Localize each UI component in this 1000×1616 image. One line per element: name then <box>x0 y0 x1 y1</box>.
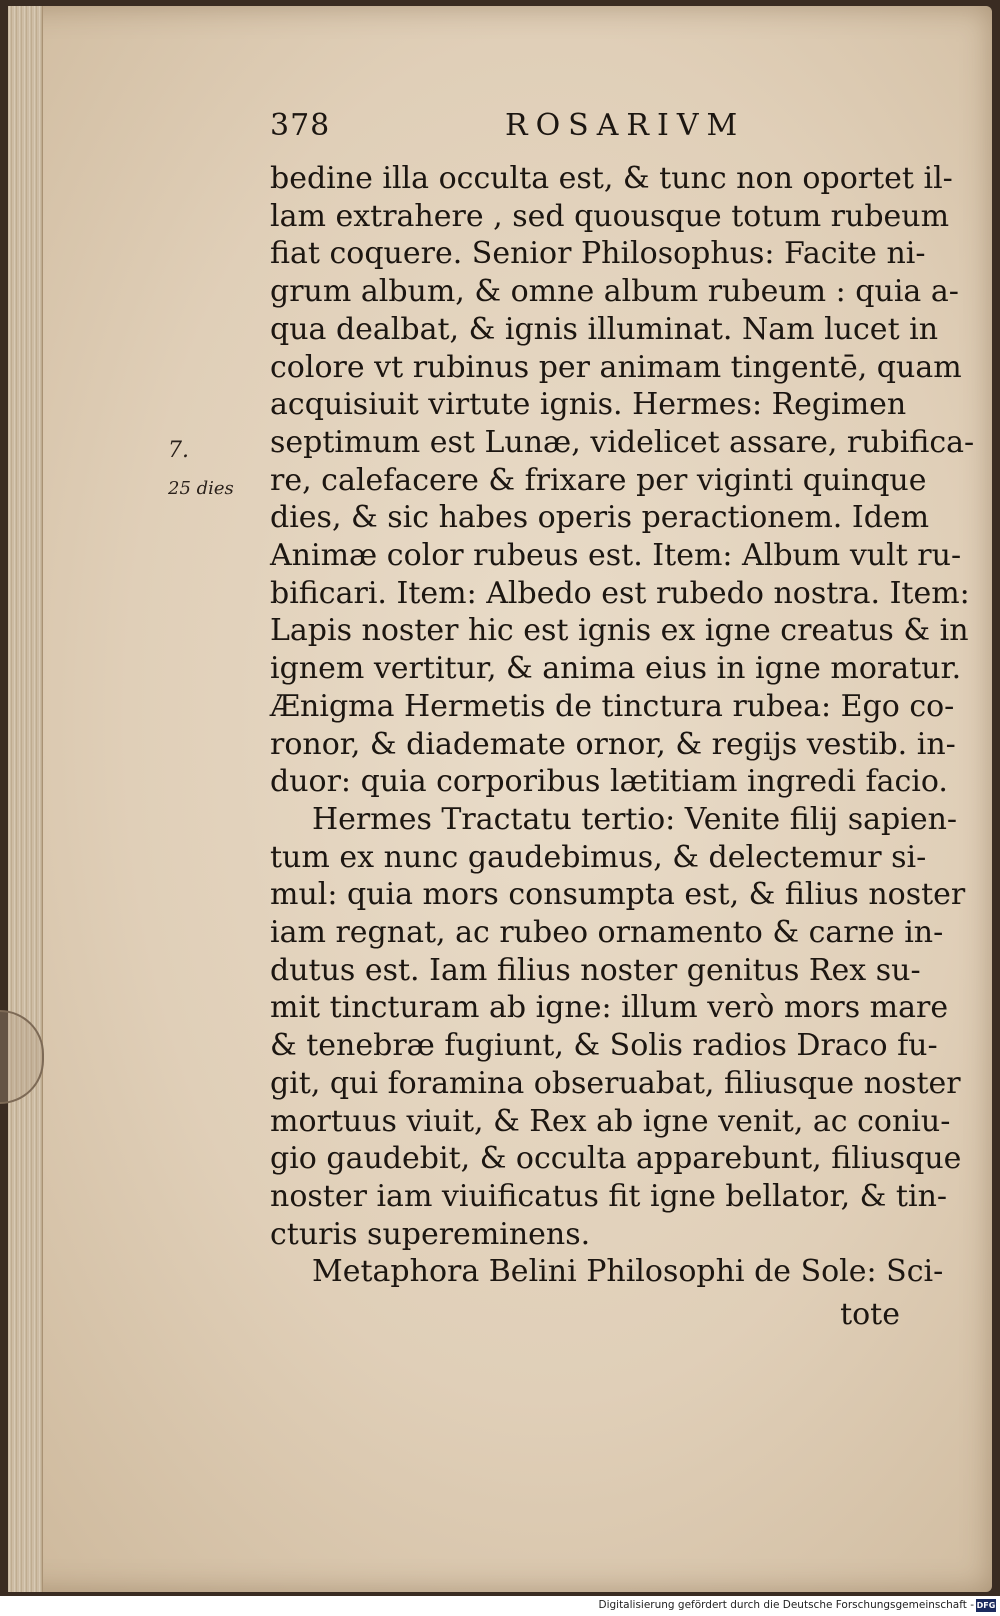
marginal-note: 7. <box>168 438 189 463</box>
text-line: cturis supereminens. <box>270 1216 591 1252</box>
text-line: tum ex nunc gaudebimus, & delectemur si- <box>270 839 927 875</box>
marginal-note: 25 dies <box>168 478 234 499</box>
text-line: grum album, & omne album rubeum : quia a- <box>270 274 959 310</box>
text-line: ronor, & diademate ornor, & regijs vestib. in- <box>270 726 956 762</box>
text-line: duor: quia corporibus lætitiam ingredi facio. <box>270 764 948 800</box>
text-line: dutus est. Iam filius noster genitus Rex su- <box>270 952 921 988</box>
text-line: Hermes Tractatu tertio: Venite filij sapien- <box>312 801 958 837</box>
text-line: re, calefacere & frixare per viginti quinque <box>270 462 927 498</box>
text-line: mit tincturam ab igne: illum verò mors mare <box>270 990 949 1026</box>
text-line: mul: quia mors consumpta est, & filius noster <box>270 877 966 913</box>
running-head: ROSARIVM <box>505 108 746 143</box>
page-stack-edge <box>8 6 43 1592</box>
text-line: qua dealbat, & ignis illuminat. Nam lucet in <box>270 311 939 347</box>
text-block <box>270 100 975 1335</box>
text-line: ignem vertitur, & anima eius in igne moratur. <box>270 651 962 687</box>
text-line: git, qui foramina obseruabat, filiusque noster <box>270 1065 961 1101</box>
text-line: dies, & sic habes operis peractionem. Idem <box>270 500 930 536</box>
text-line: mortuus viuit, & Rex ab igne venit, ac coniu- <box>270 1103 951 1139</box>
text-line: lam extrahere , sed quousque totum rubeum <box>270 198 950 234</box>
text-line: fiat coquere. Senior Philosophus: Facite ni- <box>270 236 926 272</box>
text-line: bificari. Item: Albedo est rubedo nostra. Item: <box>270 575 970 611</box>
page-number: 378 <box>270 108 331 143</box>
paragraph-1 <box>270 160 975 801</box>
text-line: Animæ color rubeus est. Item: Album vult ru- <box>270 538 962 574</box>
paragraph-2 <box>270 801 966 1253</box>
text-line: septimum est Lunæ, videlicet assare, rubifica- <box>270 424 975 460</box>
funding-credit: Digitalisierung gefördert durch die Deutsche Forschungsgemeinschaft - <box>598 1599 974 1611</box>
text-line: colore vt rubinus per animam tingentē, quam <box>270 349 962 385</box>
text-line: iam regnat, ac rubeo ornamento & carne in- <box>270 915 944 951</box>
catchword: tote <box>840 1297 900 1333</box>
text-line: noster iam viuificatus fit igne bellator, & tin- <box>270 1178 948 1214</box>
paragraph-3 <box>270 1253 944 1291</box>
text-line: bedine illa occulta est, & tunc non oportet il- <box>270 161 953 196</box>
footer-bar <box>0 1596 1000 1616</box>
text-line: Metaphora Belini Philosophi de Sole: Sci- <box>312 1254 944 1290</box>
text-line: & tenebræ fugiunt, & Solis radios Draco fu- <box>270 1028 938 1064</box>
text-line: Ænigma Hermetis de tinctura rubea: Ego co- <box>270 688 955 724</box>
dfg-logo: DFG <box>976 1601 996 1610</box>
text-line: Lapis noster hic est ignis ex igne creatus & in <box>270 613 969 649</box>
text-line: gio gaudebit, & occulta apparebunt, filiusque <box>270 1141 962 1177</box>
text-line: acquisiuit virtute ignis. Hermes: Regimen <box>270 387 907 423</box>
page-header <box>270 100 930 160</box>
